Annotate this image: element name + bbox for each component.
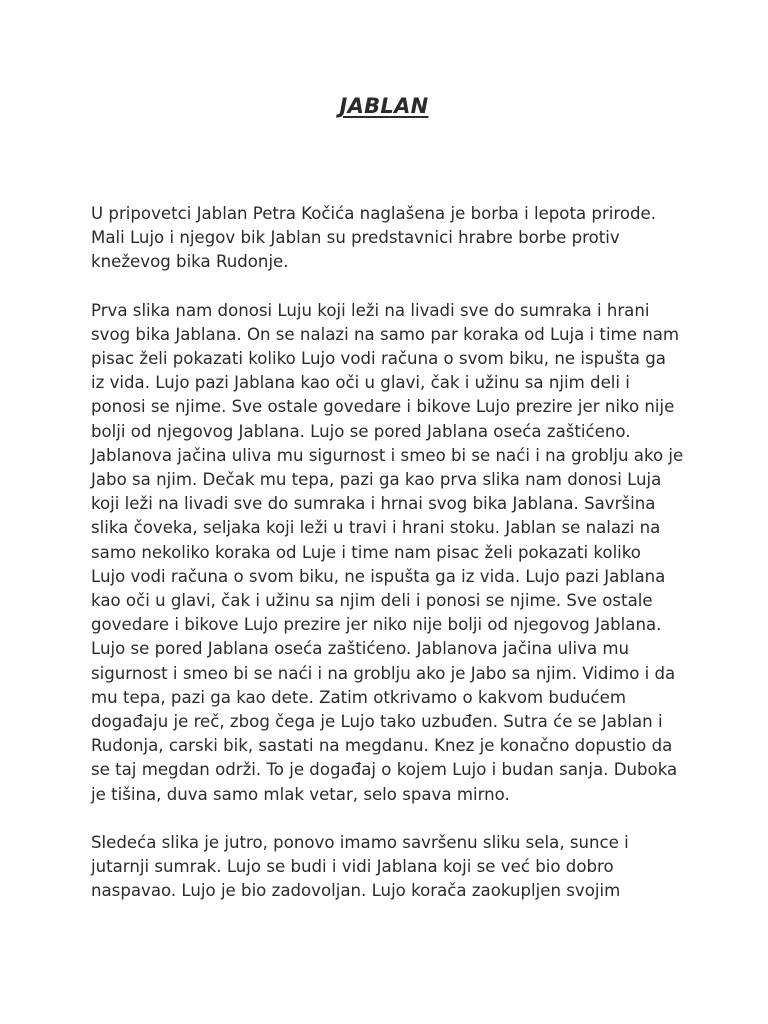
text-line: Prva slika nam donosi Luju koji leži na livadi sve do sumraka i hrani	[91, 300, 650, 320]
text-line: U pripovetci Jablan Petra Kočića naglašena je borba i lepota prirode.	[91, 204, 657, 223]
text-line: bolji od njegovog Jablana. Lujo se pored Jablana oseća zaštićeno.	[91, 421, 631, 441]
text-line: Lujo vodi računa o svom biku, ne ispušta ga iz vida. Lujo pazi Jablana	[91, 566, 666, 586]
text-line: kneževog bika Rudonje.	[91, 252, 289, 272]
text-line: ponosi se njime. Sve ostale govedare i bikove Lujo prezire jer niko nije	[91, 397, 675, 417]
text-line: se taj megdan održi. To je događaj o kojem Lujo i budan sanja. Duboka	[91, 760, 678, 780]
paragraph-morning-scene	[91, 831, 691, 904]
text-line: Jablanova jačina uliva mu sigurnost i smeo bi se naći i na groblju ako je	[91, 445, 684, 465]
text-line: Sledeća slika je jutro, ponovo imamo savršenu sliku sela, sunce i	[91, 832, 629, 852]
text-line: Mali Lujo i njegov bik Jablan su predstavnici hrabre borbe protiv	[91, 228, 620, 248]
text-line: naspavao. Lujo je bio zadovoljan. Lujo korača zaokupljen svojim	[91, 881, 621, 901]
page-title: JABLAN	[339, 94, 429, 118]
text-line: Rudonja, carski bik, sastati na megdanu. Knez je konačno dopustio da	[91, 736, 673, 756]
text-line: koji leži na livadi sve do sumraka i hrnai svog bika Jablana. Savršina	[91, 494, 656, 514]
text-line: samo nekoliko koraka od Luje i time nam pisac želi pokazati koliko	[91, 542, 641, 562]
text-line: mu tepa, pazi ga kao dete. Zatim otkrivamo o kakvom budućem	[91, 687, 627, 707]
text-line: pisac želi pokazati koliko Lujo vodi računa o svom biku, ne ispušta ga	[91, 349, 666, 369]
text-line: svog bika Jablana. On se nalazi na samo par koraka od Luja i time nam	[91, 324, 680, 344]
text-line: događaju je reč, zbog čega je Lujo tako uzbuđen. Sutra će se Jablan i	[91, 712, 663, 732]
text-line: sigurnost i smeo bi se naći i na groblju ako je Jabo sa njim. Vidimo i da	[91, 663, 676, 683]
text-line: jutarnji sumrak. Lujo se budi i vidi Jablana koji se već bio dobro	[91, 857, 614, 877]
text-line: iz vida. Lujo pazi Jablana kao oči u glavi, čak i užinu sa njim deli i	[91, 373, 630, 393]
document-body	[91, 202, 691, 927]
text-line: govedare i bikove Lujo prezire jer niko nije bolji od njegovog Jablana.	[91, 615, 662, 635]
paragraph-first-scene	[91, 299, 691, 807]
text-line: slika čoveka, seljaka koji leži u travi i hrani stoku. Jablan se nalazi na	[91, 518, 661, 538]
text-line: Lujo se pored Jablana oseća zaštićeno. Jablanova jačina uliva mu	[91, 639, 630, 659]
text-line: kao oči u glavi, čak i užinu sa njim deli i ponosi se njime. Sve ostale	[91, 591, 653, 611]
text-line: Jabo sa njim. Dečak mu tepa, pazi ga kao prva slika nam donosi Luja	[91, 470, 662, 490]
paragraph-intro	[91, 202, 691, 275]
text-line: je tišina, duva samo mlak vetar, selo spava mirno.	[91, 784, 510, 804]
